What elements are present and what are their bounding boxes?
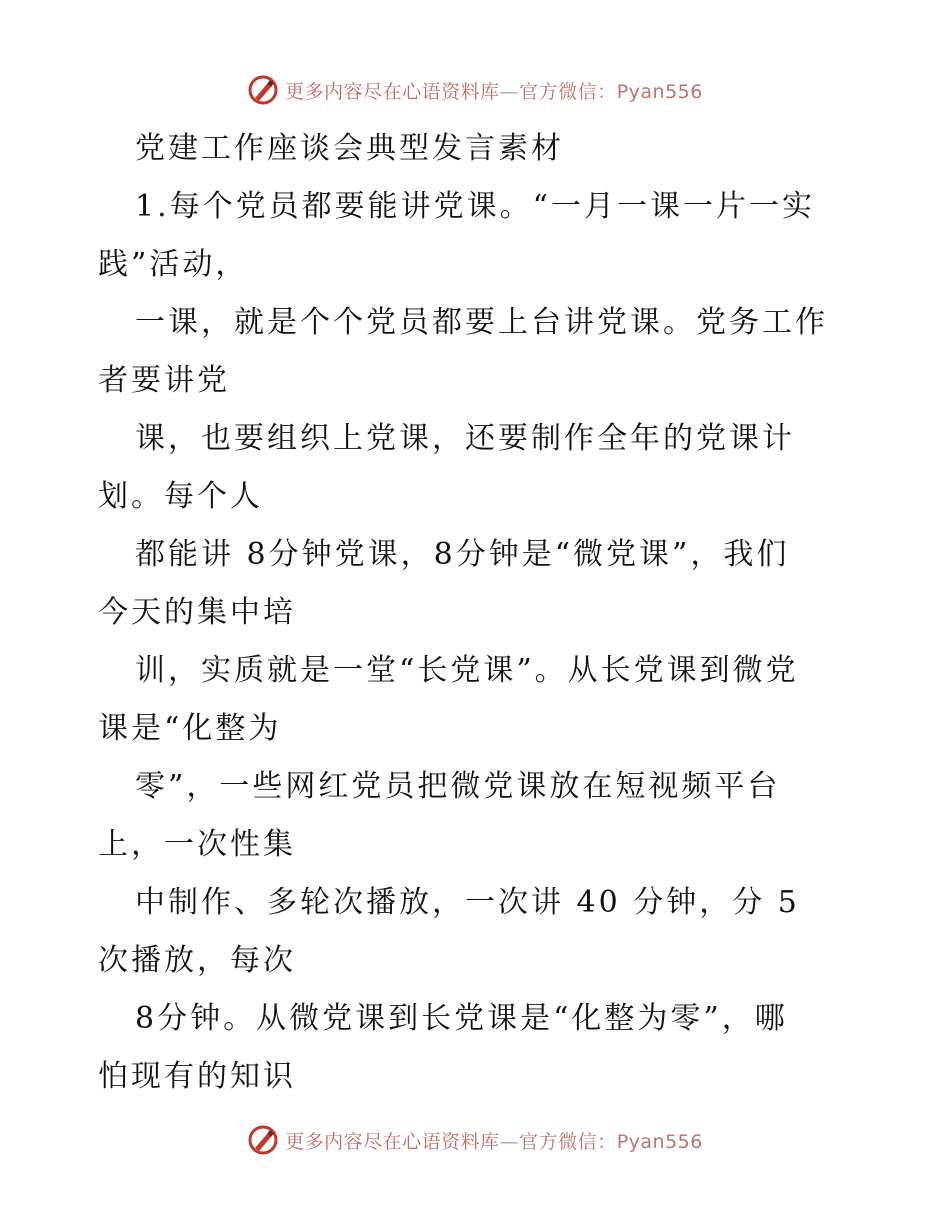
- watermark-label: 官方微信：: [519, 1130, 617, 1153]
- paragraph-line: 者要讲党: [98, 363, 230, 398]
- pen-logo-icon: [247, 1124, 279, 1156]
- watermark-text: [285, 77, 703, 104]
- paragraph-line: 怕现有的知识: [98, 1059, 296, 1094]
- paragraph-line: 零”，一些网红党员把微党课放在短视频平台: [135, 769, 781, 804]
- paragraph-line: 课，也要组织上党课，还要制作全年的党课计: [135, 421, 795, 456]
- document-title: 党建工作座谈会典型发言素材: [135, 131, 564, 166]
- paragraph-line: 划。每个人: [98, 479, 263, 514]
- paragraph-line: 课是“化整为: [98, 711, 282, 746]
- watermark-wechat-id: Pyan556: [616, 80, 703, 103]
- footer-watermark: [0, 1120, 950, 1160]
- paragraph-line: 1.每个党员都要能讲党课。“一月一课一片一实: [135, 189, 815, 224]
- paragraph-line: 上，一次性集: [98, 827, 296, 862]
- header-watermark: [0, 70, 950, 110]
- paragraph-line: 8分钟。从微党课到长党课是“化整为零”，哪: [135, 1001, 788, 1036]
- watermark-text: [285, 1127, 703, 1154]
- watermark-brand: 更多内容尽在心语资料库: [285, 80, 500, 103]
- watermark-label: 官方微信：: [519, 80, 617, 103]
- paragraph-line: 践”活动，: [98, 247, 249, 282]
- paragraph-line: 今天的集中培: [98, 595, 296, 630]
- paragraph-line: 一课，就是个个党员都要上台讲党课。党务工作: [135, 305, 828, 340]
- pen-logo-icon: [247, 74, 279, 106]
- watermark-wechat-id: Pyan556: [616, 1130, 703, 1153]
- watermark-separator: —: [499, 80, 520, 103]
- paragraph-line: 都能讲 8分钟党课，8分钟是“微党课”，我们: [135, 537, 790, 572]
- paragraph-line: 次播放，每次: [98, 943, 296, 978]
- paragraph-line: 中制作、多轮次播放，一次讲 40 分钟，分 5: [135, 885, 800, 920]
- watermark-separator: —: [499, 1130, 520, 1153]
- paragraph-line: 训，实质就是一堂“长党课”。从长党课到微党: [135, 653, 799, 688]
- watermark-brand: 更多内容尽在心语资料库: [285, 1130, 500, 1153]
